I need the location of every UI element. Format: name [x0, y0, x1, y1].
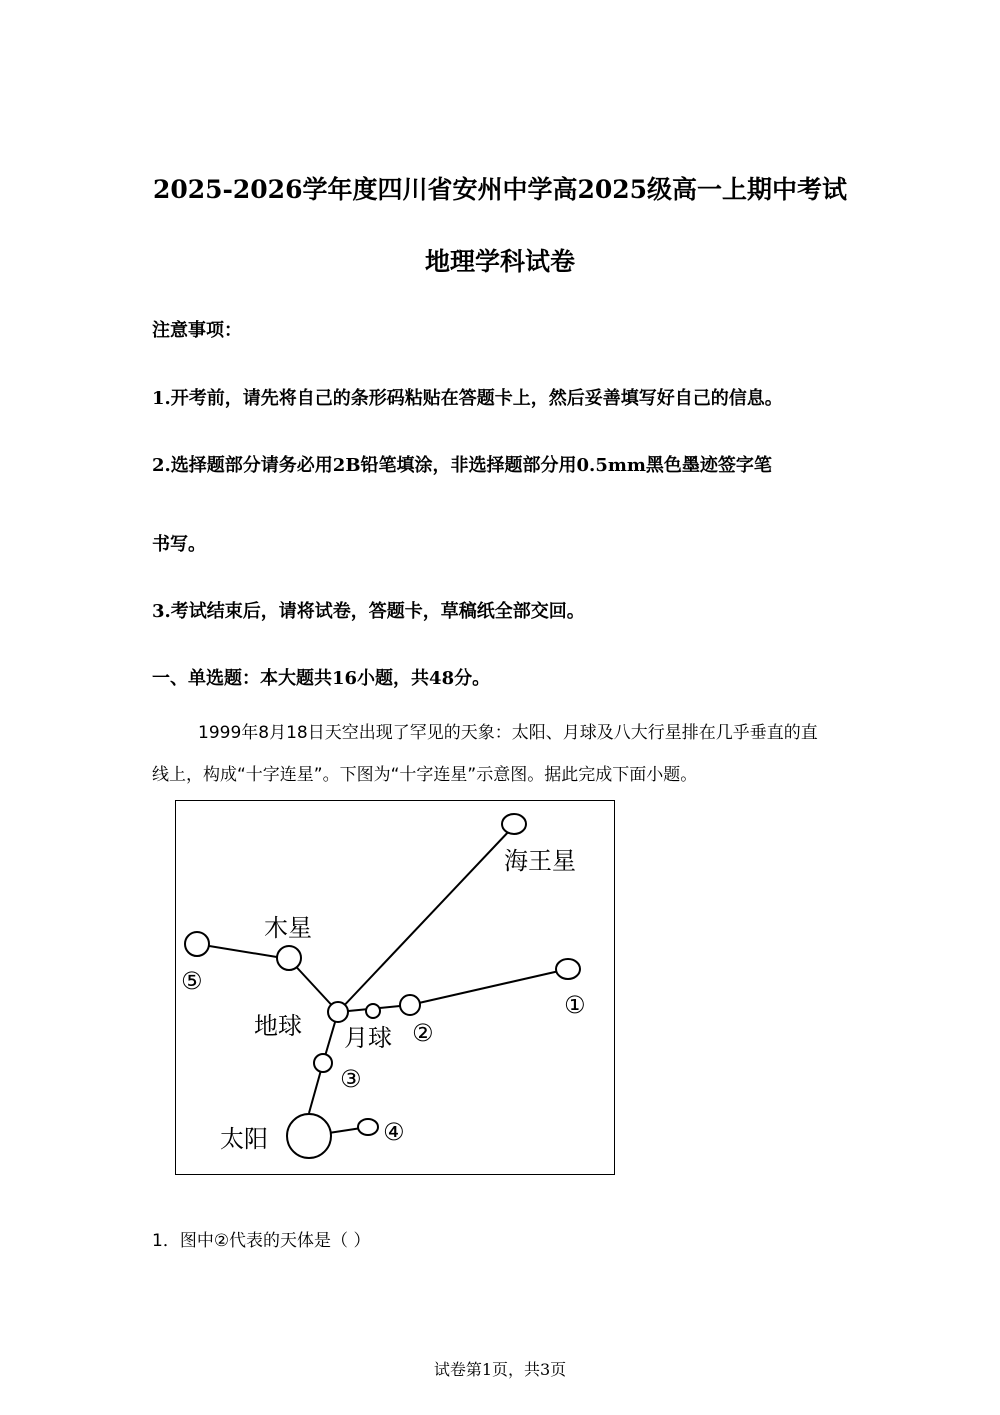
notice-item-3: 3.考试结束后，请将试卷，答题卡，草稿纸全部交回。 — [152, 601, 585, 622]
cross-alignment-diagram — [175, 800, 615, 1175]
label-earth: 地球 — [254, 1012, 302, 1040]
node-2 — [400, 995, 420, 1015]
notice-item-1: 1.开考前，请先将自己的条形码粘贴在答题卡上，然后妥善填写好自己的信息。 — [152, 388, 783, 409]
line-jupiter-5 — [197, 944, 289, 959]
label-num-3: ③ — [340, 1065, 362, 1093]
neptune-node — [502, 814, 526, 834]
diagram-svg — [176, 801, 616, 1176]
earth-node — [328, 1002, 348, 1022]
notice-heading: 注意事项： — [152, 320, 242, 341]
label-num-4: ④ — [383, 1118, 405, 1146]
label-num-1: ① — [564, 991, 586, 1019]
jupiter-node — [277, 946, 301, 970]
label-neptune: 海王星 — [504, 847, 576, 875]
intro-line-2: 线上，构成“十字连星”。下图为“十字连星”示意图。据此完成下面小题。 — [152, 765, 698, 785]
line-2-1 — [410, 969, 568, 1005]
intro-line-1: 1999年8月18日天空出现了罕见的天象：太阳、月球及八大行星排在几乎垂直的直 — [198, 723, 818, 743]
exam-title-line2: 地理学科试卷 — [424, 247, 575, 276]
label-num-5: ⑤ — [181, 967, 203, 995]
notice-item-2-line1: 2.选择题部分请务必用2B铅笔填涂，非选择题部分用0.5mm黑色墨迹签字笔 — [152, 455, 772, 476]
node-3 — [314, 1054, 332, 1072]
question-1: 1．图中②代表的天体是（ ） — [152, 1231, 371, 1251]
node-4 — [358, 1119, 378, 1135]
label-sun: 太阳 — [220, 1125, 268, 1153]
line-earth-neptune — [338, 829, 511, 1012]
page-footer: 试卷第1页，共3页 — [433, 1360, 567, 1379]
notice-item-2-line2: 书写。 — [152, 534, 206, 555]
exam-title-line1: 2025-2026学年度四川省安州中学高2025级高一上期中考试 — [152, 175, 848, 204]
sun-node — [287, 1114, 331, 1158]
node-1 — [556, 959, 580, 979]
label-moon: 月球 — [344, 1024, 392, 1052]
label-jupiter: 木星 — [264, 914, 312, 942]
node-5 — [185, 932, 209, 956]
section-heading: 一、单选题：本大题共16小题，共48分。 — [152, 668, 491, 689]
label-num-2: ② — [412, 1019, 434, 1047]
moon-node — [366, 1004, 380, 1018]
